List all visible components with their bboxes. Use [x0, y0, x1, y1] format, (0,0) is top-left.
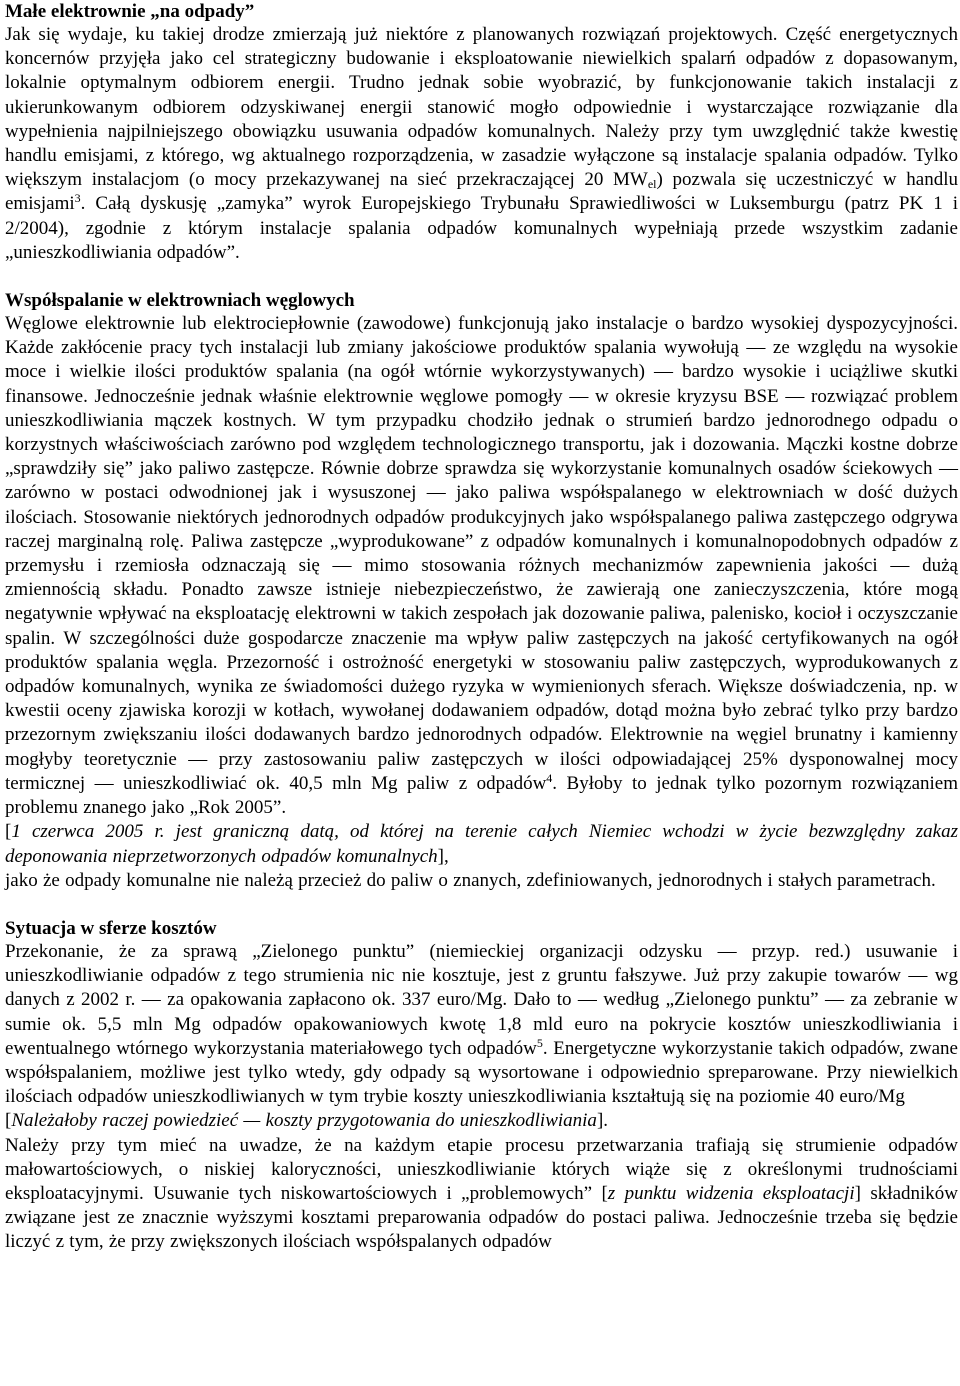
footnote-ref[interactable]: 5: [536, 1035, 543, 1050]
section-heading: Sytuacja w sferze kosztów: [5, 917, 217, 939]
paragraph: [5, 312, 958, 820]
bracket: ],: [437, 845, 449, 867]
editor-note-text: Należałoby raczej powiedzieć — koszty przygotowania do unieszkodliwiania: [11, 1110, 597, 1132]
inline-note: z punktu widzenia eksploatacji: [607, 1182, 855, 1204]
paragraph-text: ) pozwala się uczestniczyć w handlu emisjami: [5, 169, 958, 215]
bracket: [: [5, 1110, 12, 1132]
editor-note: [5, 1109, 958, 1133]
editor-note-text: 1 czerwca 2005 r. jest graniczną datą, od której na terenie całych Niemiec wchodzi w życie bezwzględny zakaz deponowania nieprzetworzonych odpadów komunalnych: [5, 821, 958, 867]
paragraph: [5, 940, 958, 1109]
spacer: [5, 893, 958, 917]
subscript: el: [647, 177, 657, 192]
spacer: [5, 265, 958, 289]
paragraph-text: ] składników związane jest ze znacznie wyższymi kosztami preparowania odpadów do postaci paliwa. Jednocześnie trzeba się będzie liczyć z tym, że przy zwiększonych ilościach współspalanych odpadów: [5, 1182, 959, 1253]
section-heading: Małe elektrownie „na odpady”: [5, 1, 255, 22]
editor-note: [5, 820, 958, 868]
paragraph-text: . Byłoby to jednak tylko pozornym rozwiązaniem problemu znanego jako „Rok 2005”.: [5, 772, 959, 819]
paragraph-text: Węglowe elektrownie lub elektrociepłownie (zawodowe) funkcjonują jako instalacje o bardzo wysokiej dyspozycyjności. Każde zakłócenie pracy tych instalacji lub zmiany jakościowe produktów spalania wywołują — ze względu na wysokie moce i wielkie ilości produktów spalania (na ogół wtórnie wykorzystywanych) — bardzo wysokie i uciążliwe skutki finansowe. Jednocześnie jednak właśnie elektrownie węglowe pomogły — w okresie kryzysu BSE — rozwiązać problem unieszkodliwiania mączek kostnych. W tym przypadku chodziło jednak o strumień bardzo jednorodnego odpadu o korzystnych właściwościach zarówno pod względem technologicznego transportu, jak i dozowania. Mączki kostne dobrze „sprawdziły się” jako paliwo zastępcze. Równie dobrze sprawdza się wykorzystanie komunalnych osadów ściekowych — zarówno w postaci odwodnionej jak i wysuszonej — jako paliwa współspalanego w elektrowniach w dość dużych ilościach. Stosowanie niektórych jednorodnych odpadów produkcyjnych jako współspalanego paliwa zastępczego odgrywa raczej marginalną rolę. Paliwa zastępcze „wyprodukowane” z odpadów komunalnych i komunalnopodobnych odpadów z przemysłu i rzemiosła odznaczają się — mimo stosowania różnych mechanizmów zapewnienia jakości — dużą zmiennością składu. Ponadto zawsze istnieje niebezpieczeństwo, że zawierają one zanieczyszczenia, które mogą negatywnie wpływać na eksploatację elektrowni w takich zespołach jak dozowanie paliwa, palenisko, kocioł i oczyszczanie spalin. W szczególności duże gospodarcze znaczenie ma wpływ paliw zastępczych na jakość certyfikowanych na ogół produktów spalania węgla. Przezorność i ostrożność energetyki w stosowaniu paliw zastępczych, wyprodukowanych z odpadów komunalnych, wynika ze świadomości dużego ryzyka w wymienionych sferach. Większe doświadczenia, np. w kwestii oceny zjawiska korozji w kotłach, wywołanej dodawaniem odpadów, dotąd można było zebrać tylko przy bardzo przezornym zwiększaniu ilości dodawanych bardzo jednorodnych odpadów. Elektrownie na węgiel brunatny i kamienny mogłyby teoretycznie — przy zastosowaniu paliw zastępczych w ilości odpowiadającej 25% dysponowalnej mocy termicznej — unieszkodliwiać ok. 40,5 mln Mg paliw z odpadów: [5, 313, 958, 794]
paragraph: jako że odpady komunalne nie należą przecież do paliw o znanych, zdefiniowanych, jednorodnych i stałych parametrach.: [5, 869, 936, 891]
footnote-ref[interactable]: 3: [74, 191, 81, 206]
paragraph-text: Przekonanie, że za sprawą „Zielonego punktu” (niemieckiej organizacji odzysku — przyp. red.) usuwanie i unieszkodliwianie odpadów z tego strumienia nic nie kosztuje, jest z gruntu fałszywe. Już przy zakupie towarów — wg danych z 2002 r. — za opakowania zapłacono ok. 337 euro/Mg. Dało to — według „Zielonego punktu” — za zebranie w sumie ok. 5,5 mln Mg odpadów opakowaniowych kwotę 1,8 mld euro na pokrycie kosztów unieszkodliwiania i ewentualnego wtórnego wykorzystania materiałowego tych odpadów: [5, 940, 958, 1059]
section-heading: Współspalanie w elektrowniach węglowych: [5, 290, 355, 312]
bracket: [: [5, 821, 12, 843]
paragraph-text: Należy przy tym mieć na uwadze, że na każdym etapie procesu przetwarzania trafiają się strumienie odpadów małowartościowych, o niskiej kaloryczności, unieszkodliwianie których wiąże się z określonymi trudnościami eksploatacyjnymi. Usuwanie tych niskowartościowych i „problemowych” [: [5, 1134, 958, 1204]
footnote-ref[interactable]: 4: [546, 770, 553, 785]
paragraph: [5, 23, 958, 265]
paragraph: [5, 1134, 958, 1255]
paragraph-text: . Energetyczne wykorzystanie takich odpadów, zwane współspalaniem, możliwe jest tylko wtedy, gdy odpady są wysortowane i odpowiednio spreparowane. Przy niewielkich ilościach odpadów unieszkodliwianych w tym trybie koszty unieszkodliwiania kształtują się na poziomie 40 euro/Mg: [5, 1037, 958, 1108]
bracket: ].: [596, 1110, 609, 1132]
paragraph-text: Jak się wydaje, ku takiej drodze zmierzają już niektóre z planowanych rozwiązań projektowych. Część energetycznych koncernów przyjęła jako cel strategiczny budowanie i eksploatowanie niewielkich spalarń odpadów z dopasowanym, lokalnie optymalnym odbiorem energii. Trudno jednak sobie wyobrazić, by funkcjonowanie takich instalacji z ukierunkowanym odbiorem odzyskiwanej energii stanowić mogło odpowiednie i wystarczające rozwiązanie dla wypełnienia najpilniejszego obowiązku usuwania odpadów komunalnych. Należy przy tym uwzględnić także kwestię handlu emisjami, z którego, wg aktualnego rozporządzenia, w zasadzie wyłączone są instalacje spalania odpadów. Tylko większym instalacjom (o mocy przekazywanej na sieć przekraczającej 20 MW: [5, 24, 958, 191]
paragraph-text: . Całą dyskusję „zamyka” wyrok Europejskiego Trybunału Sprawiedliwości w Luksemburgu (patrz PK 1 i 2/2004), zgodnie z którym instalacje spalania odpadów komunalnych wypełniają przede wszystkim zadanie „unieszkodliwiania odpadów”.: [5, 193, 958, 263]
